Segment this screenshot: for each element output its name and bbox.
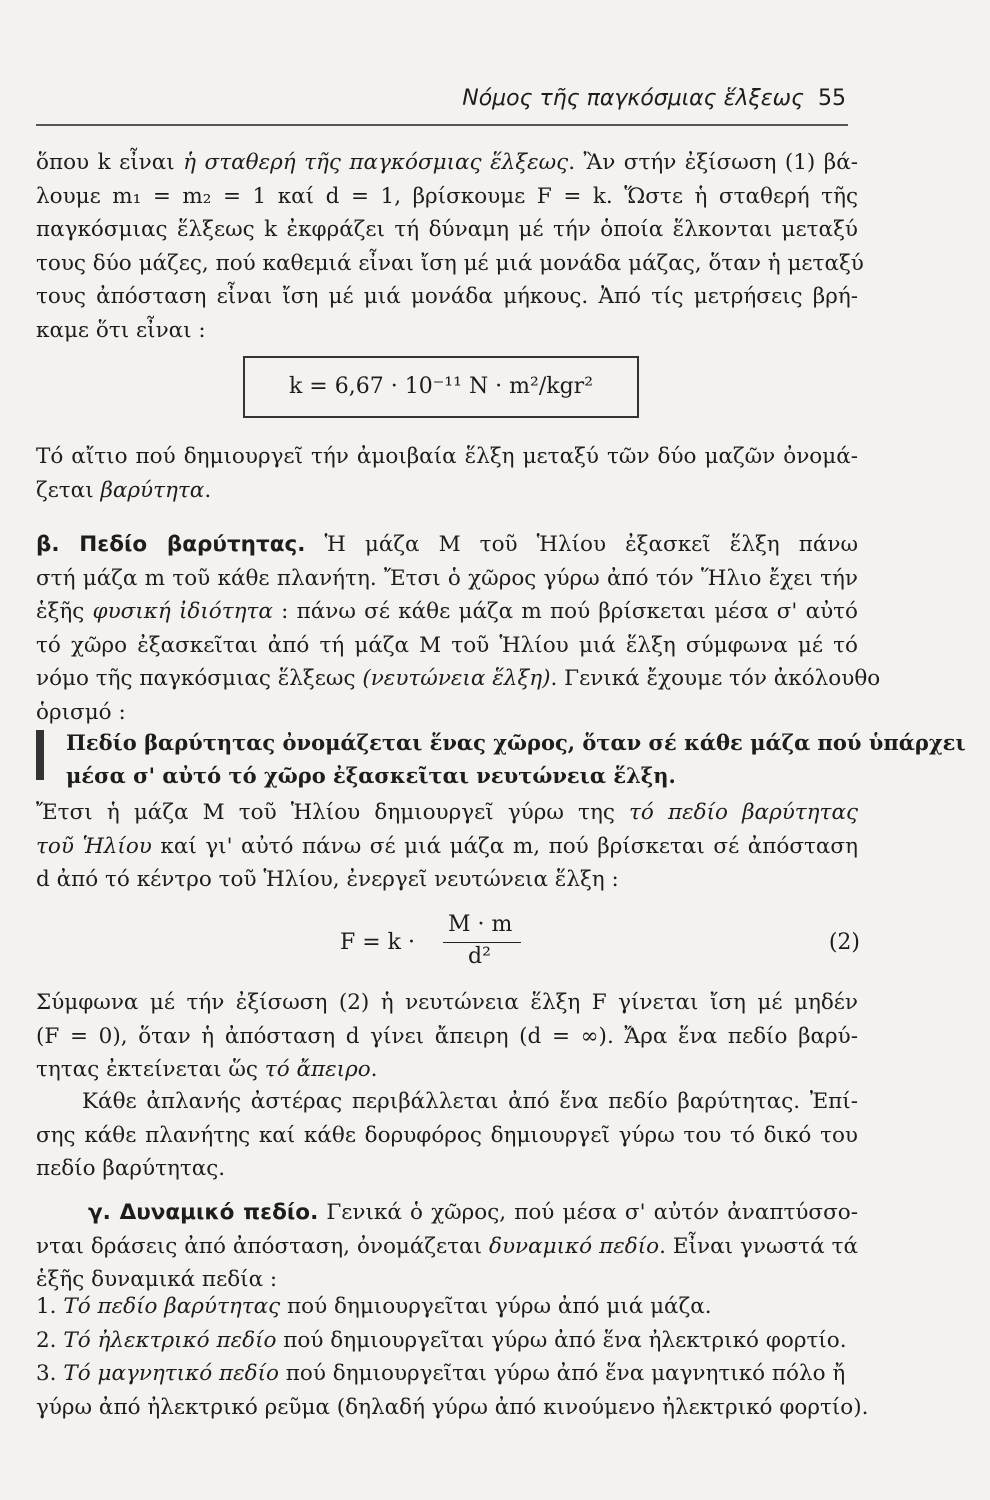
paragraph-gravity-cause — [36, 440, 858, 507]
text-line: ὅπου k εἶναι ἡ σταθερή τῆς παγκόσμιας ἕλξεως. Ἂν στήν ἐξίσωση (1) βά- — [36, 150, 858, 175]
constant-formula-box — [243, 356, 639, 418]
section-title: γ. Δυναμικό πεδίο. — [88, 1200, 319, 1225]
text-line: τό χῶρο ἐξασκεῖται ἀπό τή μάζα M τοῦ Ἡλίου μιά ἕλξη σύμφωνα μέ τό — [36, 632, 858, 658]
page-number: 55 — [818, 86, 846, 111]
section-gravity-field — [36, 528, 881, 729]
list-item-continuation: γύρω ἀπό ἠλεκτρικό ρεῦμα (δηλαδή γύρω ἀπό κινούμενο ἠλεκτρικό φορτίο). — [36, 1394, 869, 1420]
text-line: τοῦ Ἡλίου καί γι' αὐτό πάνω σέ μιά μάζα m, πού βρίσκεται σέ ἀπόσταση — [36, 833, 858, 859]
equation-lhs: F = k · — [340, 930, 416, 955]
constant-formula: k = 6,67 · 10⁻¹¹ N · m²/kgr² — [288, 374, 594, 399]
text-line: Σύμφωνα μέ τήν ἐξίσωση (2) ἡ νευτώνεια ἕλξη F γίνεται ἴση μέ μηδέν — [36, 990, 858, 1015]
equation-label: (2) — [828, 930, 860, 955]
text-line: τους δύο μάζες, πού καθεμιά εἶναι ἴση μέ μιά μονάδα μάζας, ὅταν ἡ μεταξύ — [36, 250, 864, 276]
header-title: Νόμος τῆς παγκόσμιας ἕλξεως — [462, 86, 804, 111]
list-item: 1. Τό πεδίο βαρύτητας πού δημιουργεῖται γύρω ἀπό μιά μάζα. — [36, 1294, 712, 1319]
equation-numerator: M · m — [448, 912, 513, 937]
section-title: β. Πεδίο βαρύτητας. — [36, 532, 306, 557]
text-line: νται δράσεις ἀπό ἀπόσταση, ὀνομάζεται δυναμικό πεδίο. Εἶναι γνωστά τά — [36, 1233, 858, 1259]
text-line: τητας ἐκτείνεται ὥς τό ἄπειρο. — [36, 1057, 378, 1082]
paragraph-infinite-field — [36, 986, 858, 1087]
text-line: στή μάζα m τοῦ κάθε πλανήτη. Ἔτσι ὁ χῶρος γύρω ἀπό τόν Ἥλιο ἔχει τήν — [36, 565, 858, 591]
text-line: γ. Δυναμικό πεδίο. Γενικά ὁ χῶρος, πού μέσα σ' αὐτόν ἀναπτύσσο- — [88, 1200, 858, 1225]
text-line: ζεται βαρύτητα. — [36, 477, 212, 503]
text-line: τους ἀπόσταση εἶναι ἴση μέ μιά μονάδα μήκους. Ἀπό τίς μετρήσεις βρή- — [36, 284, 858, 309]
text-line: Κάθε ἀπλανής ἀστέρας περιβάλλεται ἀπό ἕνα πεδίο βαρύτητας. Ἐπί- — [82, 1089, 858, 1114]
section-potential-field — [36, 1196, 858, 1297]
definition-box — [66, 726, 966, 792]
fraction-bar — [443, 942, 521, 943]
text-line: β. Πεδίο βαρύτητας. Ἡ μάζα M τοῦ Ἡλίου ἐξασκεῖ ἕλξη πάνω — [36, 532, 858, 557]
text-line: Ἔτσι ἡ μάζα M τοῦ Ἡλίου δημιουργεῖ γύρω της τό πεδίο βαρύτητας — [36, 800, 859, 825]
text-line: νόμο τῆς παγκόσμιας ἕλξεως (νευτώνεια ἕλξη). Γενικά ἔχουμε τόν ἀκόλουθο — [36, 666, 881, 691]
equation-denominator: d² — [468, 944, 491, 969]
list-item: 3. Τό μαγνητικό πεδίο πού δημιουργεῖται γύρω ἀπό ἕνα μαγνητικό πόλο ἤ — [36, 1361, 846, 1386]
paragraph-stars-planets — [36, 1085, 858, 1186]
paragraph-sun-field — [36, 796, 858, 897]
text-line: ἑξῆς φυσική ἰδιότητα : πάνω σέ κάθε μάζα m πού βρίσκεται μέσα σ' αὐτό — [36, 599, 859, 624]
text-line: d ἀπό τό κέντρο τοῦ Ἡλίου, ἐνεργεῖ νευτώνεια ἕλξη : — [36, 867, 619, 892]
text-line: Τό αἴτιο πού δημιουργεῖ τήν ἀμοιβαία ἕλξη μεταξύ τῶν δύο μαζῶν ὀνομά- — [36, 444, 858, 469]
text-line: καμε ὅτι εἶναι : — [36, 317, 206, 343]
header-rule — [36, 124, 848, 126]
running-header — [36, 86, 846, 116]
text-line: παγκόσμιας ἕλξεως k ἐκφράζει τή δύναμη μέ τήν ὁποία ἕλκονται μεταξύ — [36, 217, 858, 242]
text-line: ἑξῆς δυναμικά πεδία : — [36, 1267, 278, 1292]
text-line: (F = 0), ὅταν ἡ ἀπόσταση d γίνει ἄπειρη (d = ∞). Ἄρα ἕνα πεδίο βαρύ- — [36, 1023, 858, 1049]
field-list — [36, 1290, 869, 1424]
text-line: λουμε m₁ = m₂ = 1 καί d = 1, βρίσκουμε F = k. Ὥστε ἡ σταθερή τῆς — [36, 183, 858, 209]
definition-line: μέσα σ' αὐτό τό χῶρο ἐξασκεῖται νευτώνεια ἕλξη. — [66, 763, 676, 788]
text-line: ὁρισμό : — [36, 699, 126, 725]
definition-line: Πεδίο βαρύτητας ὀνομάζεται ἕνας χῶρος, ὅταν σέ κάθε μάζα πού ὑπάρχει — [66, 730, 966, 755]
text-line: πεδίο βαρύτητας. — [36, 1156, 226, 1181]
equation-2 — [340, 912, 860, 972]
list-item: 2. Τό ἠλεκτρικό πεδίο πού δημιουργεῖται γύρω ἀπό ἕνα ἠλεκτρικό φορτίο. — [36, 1327, 847, 1353]
definition-marker-bar — [36, 730, 44, 780]
text-line: σης κάθε πλανήτης καί κάθε δορυφόρος δημιουργεῖ γύρω του τό δικό του — [36, 1122, 858, 1148]
paragraph-gravitational-constant — [36, 146, 864, 347]
